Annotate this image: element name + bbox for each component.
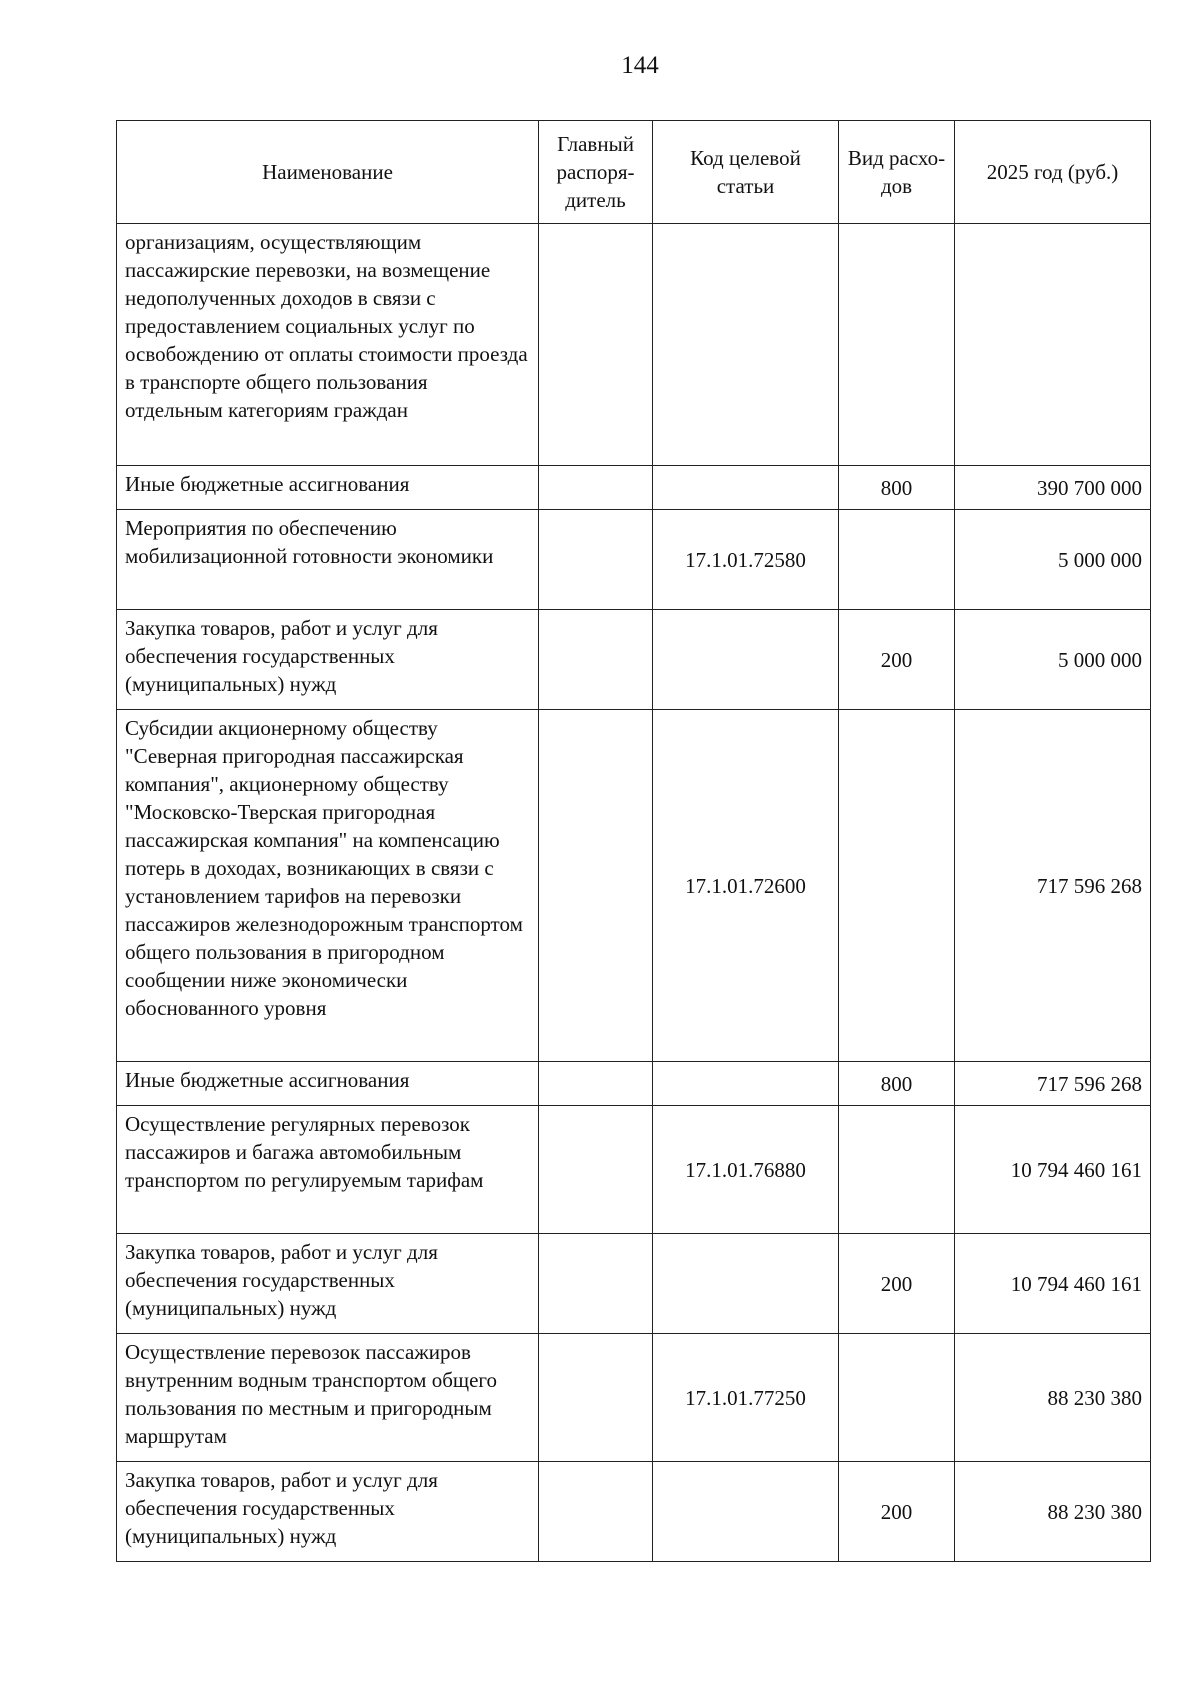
row-expense-type	[839, 224, 955, 466]
row-expense-type	[839, 710, 955, 1062]
table-row	[117, 1234, 1151, 1334]
row-expense-type	[839, 510, 955, 610]
row-expense-type	[839, 1334, 955, 1462]
row-amount: 390 700 000	[955, 466, 1151, 510]
row-amount: 10 794 460 161	[955, 1106, 1151, 1234]
row-amount: 5 000 000	[955, 510, 1151, 610]
row-expense-type: 200	[839, 1234, 955, 1334]
header-name: Наименование	[117, 121, 539, 224]
row-manager	[539, 510, 653, 610]
table-row	[117, 710, 1151, 1062]
row-name: Осуществление регулярных перевозок пассажиров и багажа автомобильным транспортом по регулируемым тарифам	[117, 1106, 539, 1234]
row-amount: 10 794 460 161	[955, 1234, 1151, 1334]
row-manager	[539, 1462, 653, 1562]
row-amount: 717 596 268	[955, 710, 1151, 1062]
row-code	[653, 224, 839, 466]
table-row	[117, 1334, 1151, 1462]
row-amount	[955, 224, 1151, 466]
row-manager	[539, 710, 653, 1062]
table-row	[117, 1106, 1151, 1234]
row-amount: 88 230 380	[955, 1462, 1151, 1562]
row-manager	[539, 1234, 653, 1334]
row-manager	[539, 1062, 653, 1106]
table-row	[117, 224, 1151, 466]
row-name: Осуществление перевозок пассажиров внутренним водным транспортом общего пользования по местным и пригородным маршрутам	[117, 1334, 539, 1462]
table-row	[117, 1062, 1151, 1106]
row-expense-type: 200	[839, 1462, 955, 1562]
table-row	[117, 466, 1151, 510]
row-code	[653, 1462, 839, 1562]
header-target-code: Код целевой статьи	[653, 121, 839, 224]
row-name: Мероприятия по обеспечению мобилизационной готовности экономики	[117, 510, 539, 610]
row-name: Закупка товаров, работ и услуг для обеспечения государственных (муниципальных) нужд	[117, 1462, 539, 1562]
row-amount: 88 230 380	[955, 1334, 1151, 1462]
row-manager	[539, 1334, 653, 1462]
table-row	[117, 610, 1151, 710]
row-amount: 717 596 268	[955, 1062, 1151, 1106]
row-name: организациям, осуществляющим пассажирские перевозки, на возмещение недополученных доходов в связи с предоставлением социальных услуг по освобождению от оплаты стоимости проезда в транспорте общего пользования отдельным категориям граждан	[117, 224, 539, 466]
row-manager	[539, 224, 653, 466]
row-code	[653, 610, 839, 710]
row-code: 17.1.01.72600	[653, 710, 839, 1062]
row-expense-type: 200	[839, 610, 955, 710]
header-main-manager: Главный распоря-дитель	[539, 121, 653, 224]
table-row	[117, 1462, 1151, 1562]
header-expense-type: Вид расхо-дов	[839, 121, 955, 224]
row-name: Субсидии акционерному обществу "Северная пригородная пассажирская компания", акционерному обществу "Московско-Тверская пригородная пассажирская компания" на компенсацию потерь в доходах, возникающих в связи с установлением тарифов на перевозки пассажиров железнодорожным транспортом общего пользования в пригородном сообщении ниже экономически обоснованного уровня	[117, 710, 539, 1062]
budget-table	[116, 120, 1151, 1562]
table-header-row	[117, 121, 1151, 224]
row-code	[653, 466, 839, 510]
row-manager	[539, 610, 653, 710]
row-code	[653, 1234, 839, 1334]
row-expense-type: 800	[839, 1062, 955, 1106]
row-expense-type: 800	[839, 466, 955, 510]
table-row	[117, 510, 1151, 610]
row-name: Иные бюджетные ассигнования	[117, 1062, 539, 1106]
row-amount: 5 000 000	[955, 610, 1151, 710]
row-expense-type	[839, 1106, 955, 1234]
header-amount-2025: 2025 год (руб.)	[955, 121, 1151, 224]
row-code	[653, 1062, 839, 1106]
row-name: Закупка товаров, работ и услуг для обеспечения государственных (муниципальных) нужд	[117, 610, 539, 710]
row-code: 17.1.01.72580	[653, 510, 839, 610]
row-manager	[539, 466, 653, 510]
row-name: Иные бюджетные ассигнования	[117, 466, 539, 510]
page-number: 144	[621, 52, 659, 79]
row-name: Закупка товаров, работ и услуг для обеспечения государственных (муниципальных) нужд	[117, 1234, 539, 1334]
row-manager	[539, 1106, 653, 1234]
row-code: 17.1.01.77250	[653, 1334, 839, 1462]
row-code: 17.1.01.76880	[653, 1106, 839, 1234]
